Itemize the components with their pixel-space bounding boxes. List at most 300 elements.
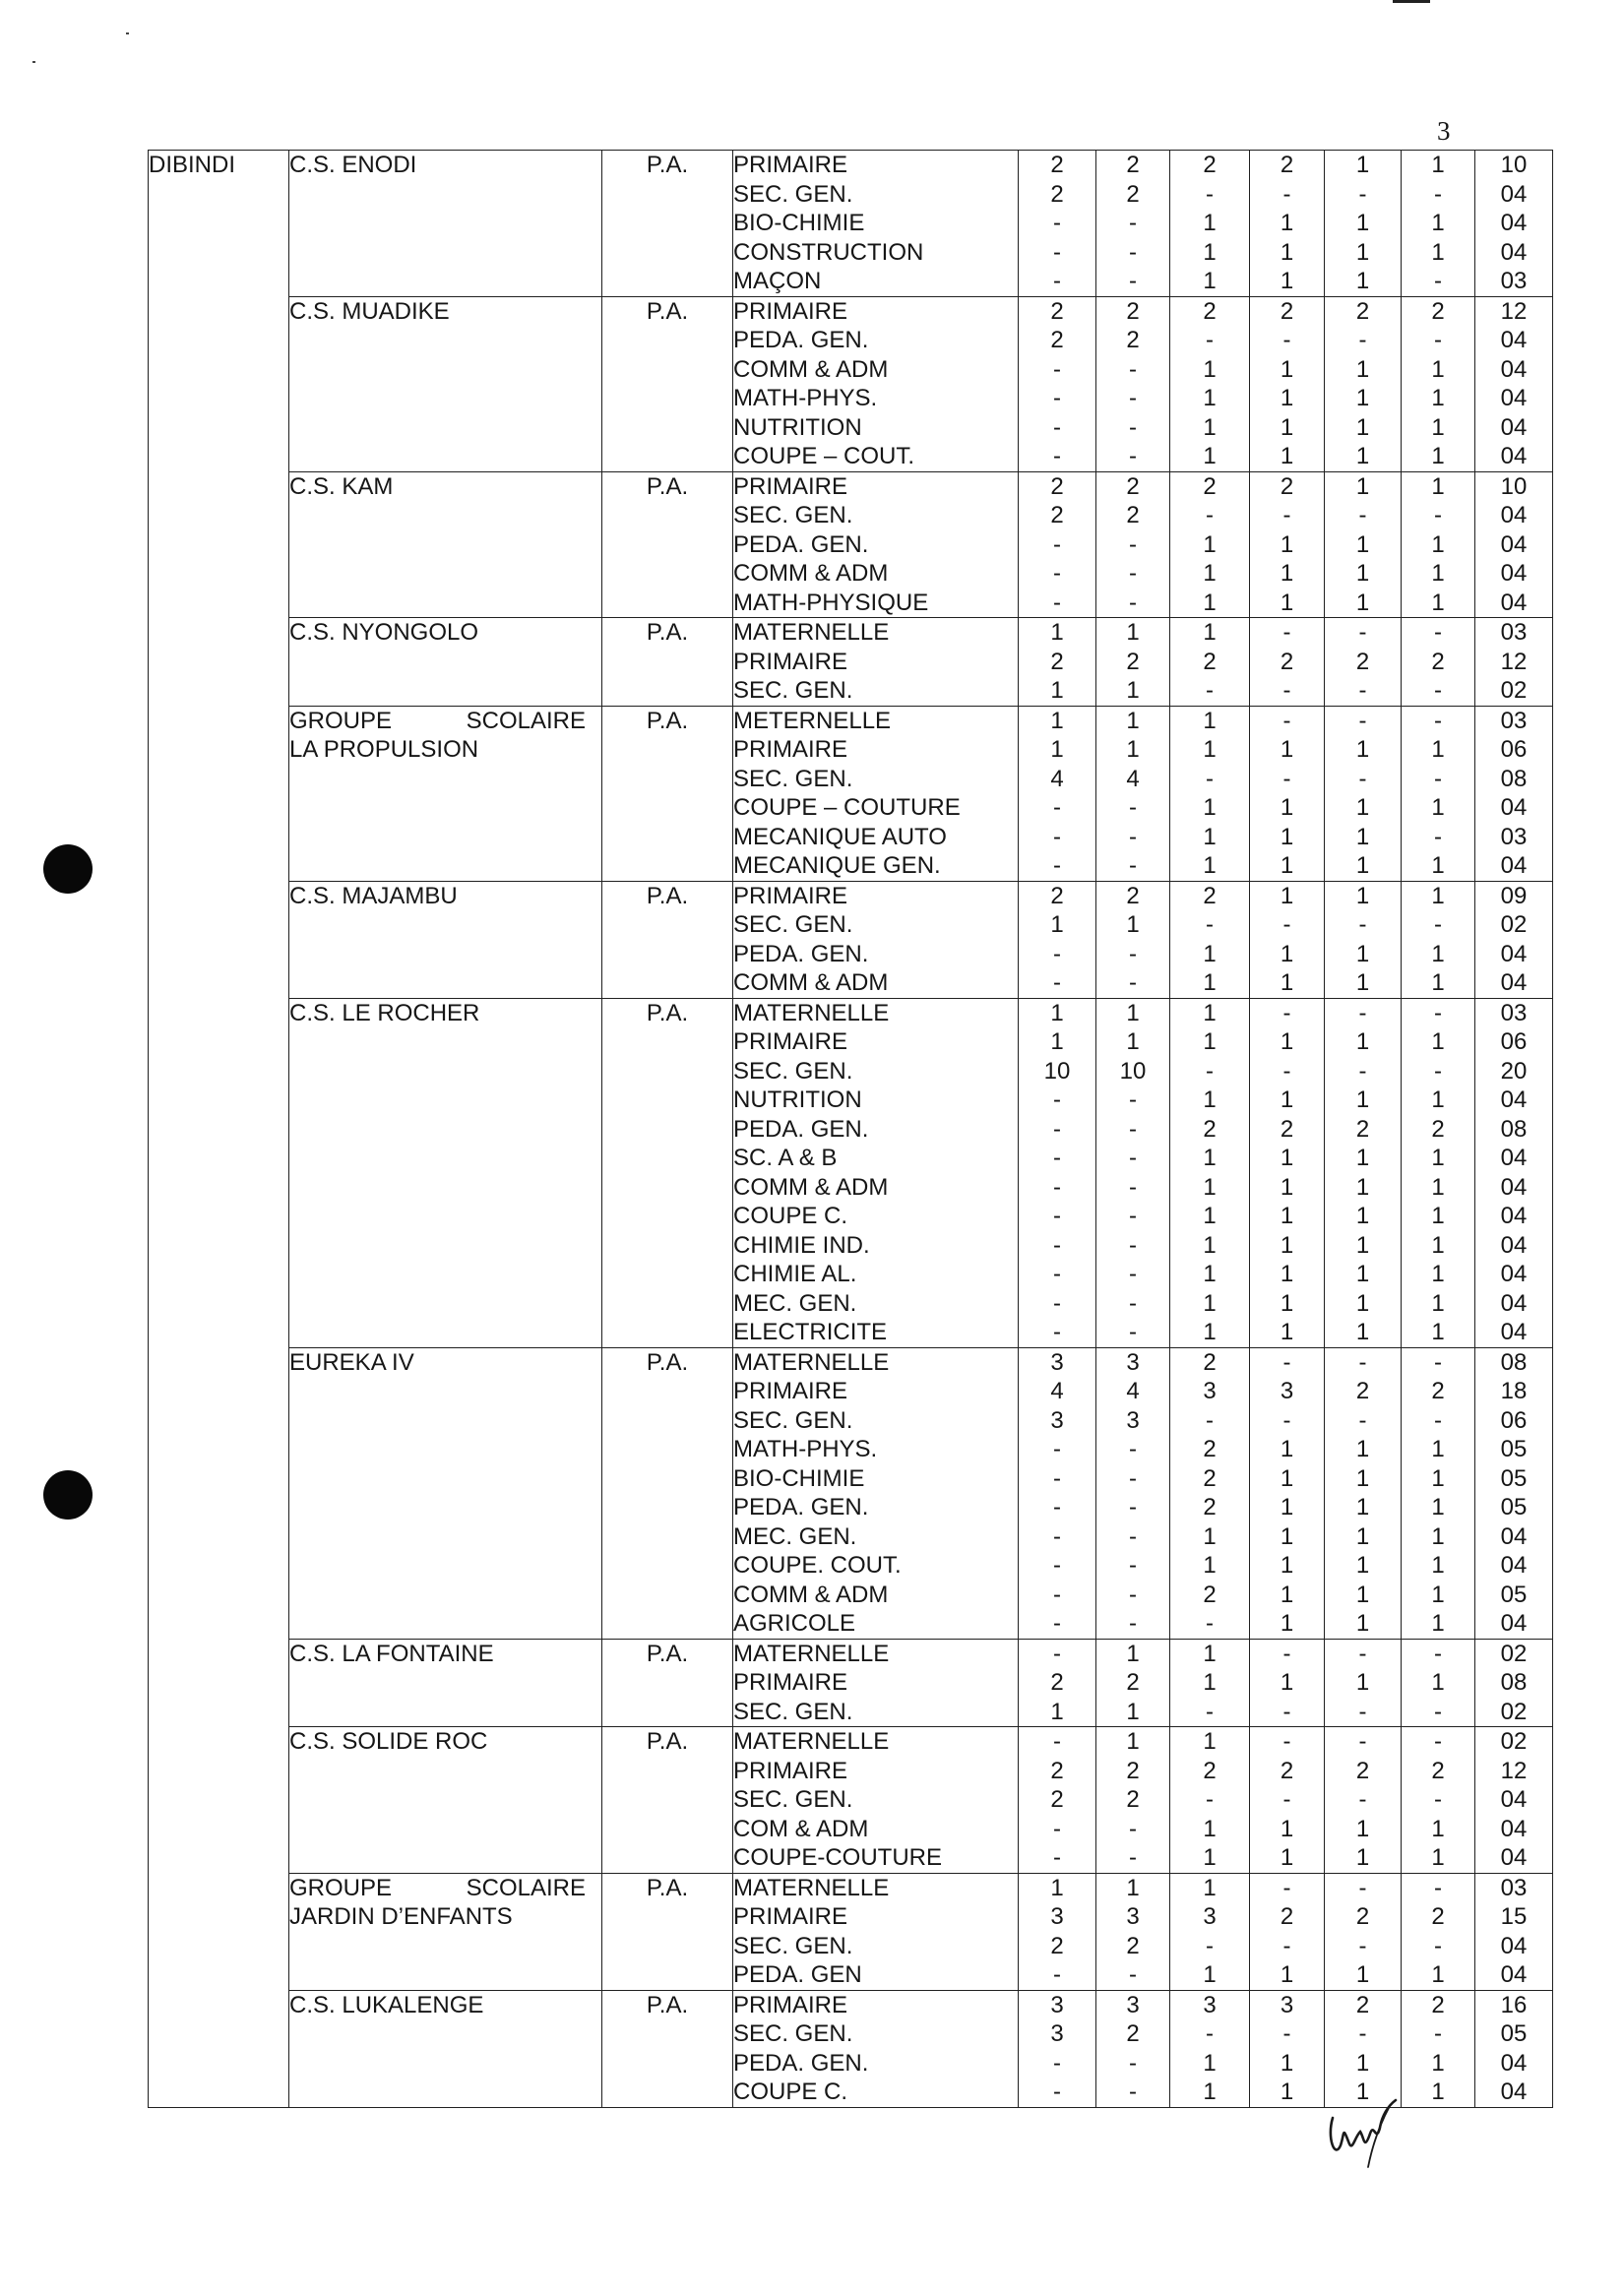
level-value: - bbox=[1053, 413, 1061, 441]
school-block bbox=[149, 1873, 1553, 1990]
level-value: 2 bbox=[1203, 1581, 1217, 1608]
level-value: 1 bbox=[1431, 1581, 1445, 1608]
level-value: 1 bbox=[1203, 1231, 1217, 1259]
section-name: COMM & ADM bbox=[733, 1173, 889, 1201]
sections-cell bbox=[733, 1873, 1019, 1990]
level-value: 1 bbox=[1203, 2079, 1217, 2105]
level-value: - bbox=[1206, 765, 1214, 792]
level-value: 10 bbox=[1043, 1057, 1071, 1085]
level-value: 1 bbox=[1126, 1728, 1140, 1755]
sections-cell bbox=[733, 296, 1019, 471]
section-name: PRIMAIRE bbox=[733, 882, 848, 909]
level-cell bbox=[1402, 1727, 1475, 1874]
total-value: 03 bbox=[1500, 268, 1528, 294]
level-value: - bbox=[1434, 911, 1442, 938]
level-value: - bbox=[1206, 180, 1214, 208]
level-value: - bbox=[1129, 560, 1137, 587]
level-value: 1 bbox=[1431, 385, 1445, 411]
level-cell bbox=[1402, 296, 1475, 471]
section-name: COM & ADM bbox=[733, 1815, 869, 1842]
page-number: 3 bbox=[1437, 116, 1451, 146]
level-value: - bbox=[1358, 1348, 1367, 1376]
level-cell bbox=[1402, 1873, 1475, 1990]
level-value: 1 bbox=[1431, 1961, 1445, 1988]
scan-edge-mark bbox=[1393, 0, 1430, 3]
level-value: 1 bbox=[1280, 882, 1294, 909]
level-value: - bbox=[1129, 1436, 1137, 1462]
level-value: - bbox=[1053, 969, 1061, 996]
school-name-word: SCOLAIRE bbox=[466, 707, 586, 734]
level-value: 1 bbox=[1431, 736, 1445, 763]
level-value: - bbox=[1053, 1581, 1061, 1608]
level-value: 1 bbox=[1050, 736, 1064, 763]
level-value: 1 bbox=[1431, 940, 1445, 967]
level-value: 1 bbox=[1203, 238, 1217, 266]
district-cell bbox=[149, 151, 289, 2108]
level-value: - bbox=[1282, 1932, 1291, 1959]
level-cell bbox=[1402, 1347, 1475, 1639]
level-value: - bbox=[1434, 268, 1442, 294]
level-value: - bbox=[1434, 1348, 1442, 1376]
level-value: 1 bbox=[1355, 1319, 1370, 1345]
school-block bbox=[149, 151, 1553, 297]
level-value: - bbox=[1282, 1786, 1291, 1813]
status-cell bbox=[602, 1990, 733, 2107]
level-value: - bbox=[1053, 1464, 1061, 1492]
total-cell bbox=[1475, 618, 1553, 707]
level-value: - bbox=[1358, 677, 1367, 704]
school-name-cell bbox=[289, 151, 602, 297]
level-value: 2 bbox=[1050, 1932, 1064, 1959]
section-name: MECANIQUE AUTO bbox=[733, 823, 947, 850]
total-value: 04 bbox=[1500, 1610, 1528, 1637]
level-value: - bbox=[1129, 2079, 1137, 2105]
level-value: 2 bbox=[1431, 1991, 1445, 2018]
level-value: - bbox=[1434, 619, 1442, 646]
level-value: 1 bbox=[1203, 1086, 1217, 1113]
level-cell bbox=[1096, 471, 1170, 618]
level-value: 2 bbox=[1431, 1757, 1445, 1784]
section-name: COUPE. COUT. bbox=[733, 1552, 902, 1579]
level-value: - bbox=[1129, 2049, 1137, 2077]
level-value: - bbox=[1053, 1145, 1061, 1171]
level-value: 2 bbox=[1050, 327, 1064, 353]
level-cell bbox=[1096, 296, 1170, 471]
level-value: - bbox=[1129, 1961, 1137, 1988]
level-value: - bbox=[1434, 327, 1442, 353]
section-name: SEC. GEN. bbox=[733, 1698, 853, 1725]
school-status: P.A. bbox=[646, 297, 689, 325]
level-value: 3 bbox=[1126, 1348, 1140, 1376]
level-value: 1 bbox=[1355, 1669, 1370, 1696]
level-value: - bbox=[1358, 765, 1367, 792]
school-block bbox=[149, 998, 1553, 1347]
level-value: - bbox=[1206, 1057, 1214, 1085]
level-value: 1 bbox=[1050, 911, 1064, 938]
sections-cell bbox=[733, 151, 1019, 297]
level-value: 1 bbox=[1431, 210, 1445, 236]
level-value: - bbox=[1053, 1261, 1061, 1287]
level-value: - bbox=[1129, 1464, 1137, 1492]
total-value: 08 bbox=[1500, 1115, 1528, 1143]
total-value: 06 bbox=[1500, 736, 1528, 763]
section-name: COUPE C. bbox=[733, 1203, 848, 1229]
level-value: 4 bbox=[1050, 765, 1064, 792]
total-value: 04 bbox=[1500, 940, 1528, 967]
level-cell bbox=[1250, 706, 1325, 881]
level-cell bbox=[1096, 998, 1170, 1347]
level-value: 2 bbox=[1355, 1378, 1370, 1404]
level-value: - bbox=[1358, 327, 1367, 353]
level-value: 2 bbox=[1050, 180, 1064, 208]
status-cell bbox=[602, 618, 733, 707]
level-cell bbox=[1402, 881, 1475, 998]
level-value: 1 bbox=[1355, 589, 1370, 616]
school-name-line: C.S. LE ROCHER bbox=[289, 999, 480, 1026]
level-cell bbox=[1170, 618, 1250, 707]
section-name: MEC. GEN. bbox=[733, 1522, 857, 1550]
level-value: - bbox=[1053, 443, 1061, 469]
level-value: 1 bbox=[1203, 413, 1217, 441]
level-value: 1 bbox=[1431, 1844, 1445, 1871]
level-value: 1 bbox=[1203, 1028, 1217, 1055]
level-cell bbox=[1250, 151, 1325, 297]
section-name: MATERNELLE bbox=[733, 1728, 890, 1755]
level-cell bbox=[1019, 1873, 1096, 1990]
status-cell bbox=[602, 706, 733, 881]
level-cell bbox=[1019, 296, 1096, 471]
total-value: 04 bbox=[1500, 1844, 1528, 1871]
level-value: 3 bbox=[1203, 1378, 1217, 1404]
section-name: COUPE-COUTURE bbox=[733, 1844, 943, 1871]
level-value: 1 bbox=[1431, 794, 1445, 821]
level-value: 2 bbox=[1280, 1757, 1294, 1784]
total-cell bbox=[1475, 1990, 1553, 2107]
level-value: 2 bbox=[1126, 648, 1140, 675]
school-block bbox=[149, 706, 1553, 881]
total-value: 15 bbox=[1500, 1903, 1528, 1930]
level-value: - bbox=[1434, 1406, 1442, 1434]
level-value: - bbox=[1129, 1610, 1137, 1637]
total-value: 04 bbox=[1500, 1815, 1528, 1842]
status-cell bbox=[602, 296, 733, 471]
total-value: 04 bbox=[1500, 852, 1528, 879]
level-value: 1 bbox=[1355, 385, 1370, 411]
section-name: PEDA. GEN. bbox=[733, 940, 869, 967]
total-value: 04 bbox=[1500, 589, 1528, 616]
level-value: 1 bbox=[1355, 2079, 1370, 2105]
school-name-line: C.S. LA FONTAINE bbox=[289, 1640, 494, 1667]
level-value: - bbox=[1129, 1494, 1137, 1520]
level-value: - bbox=[1434, 502, 1442, 528]
level-value: - bbox=[1053, 1640, 1061, 1667]
level-cell bbox=[1250, 1727, 1325, 1874]
level-value: 1 bbox=[1126, 999, 1140, 1026]
level-value: 1 bbox=[1126, 1874, 1140, 1901]
total-value: 04 bbox=[1500, 1173, 1528, 1201]
level-value: 2 bbox=[1050, 472, 1064, 500]
level-value: - bbox=[1434, 1057, 1442, 1085]
level-value: - bbox=[1434, 1786, 1442, 1813]
school-status: P.A. bbox=[646, 619, 689, 646]
section-name: NUTRITION bbox=[733, 1086, 862, 1113]
level-value: 1 bbox=[1431, 1494, 1445, 1520]
section-name: COMM & ADM bbox=[733, 1581, 889, 1608]
section-name: PEDA. GEN. bbox=[733, 1494, 869, 1520]
total-value: 03 bbox=[1500, 619, 1528, 646]
level-cell bbox=[1096, 1347, 1170, 1639]
total-cell bbox=[1475, 296, 1553, 471]
level-cell bbox=[1250, 1347, 1325, 1639]
level-cell bbox=[1170, 471, 1250, 618]
level-value: - bbox=[1129, 852, 1137, 879]
total-value: 20 bbox=[1500, 1057, 1528, 1085]
level-value: 2 bbox=[1431, 648, 1445, 675]
total-value: 04 bbox=[1500, 1203, 1528, 1229]
level-cell bbox=[1096, 1639, 1170, 1727]
level-cell bbox=[1325, 618, 1402, 707]
level-value: 1 bbox=[1431, 1464, 1445, 1492]
total-value: 10 bbox=[1500, 472, 1528, 500]
status-cell bbox=[602, 151, 733, 297]
section-name: COUPE C. bbox=[733, 2079, 848, 2105]
level-value: - bbox=[1282, 1698, 1291, 1725]
level-value: 1 bbox=[1355, 1203, 1370, 1229]
level-value: 1 bbox=[1280, 1086, 1294, 1113]
total-value: 06 bbox=[1500, 1406, 1528, 1434]
total-value: 04 bbox=[1500, 443, 1528, 469]
level-value: 1 bbox=[1280, 589, 1294, 616]
level-value: - bbox=[1358, 1640, 1367, 1667]
level-value: 2 bbox=[1126, 152, 1140, 178]
level-value: 1 bbox=[1203, 1145, 1217, 1171]
level-cell bbox=[1019, 151, 1096, 297]
total-value: 04 bbox=[1500, 327, 1528, 353]
level-cell bbox=[1250, 881, 1325, 998]
level-value: - bbox=[1053, 2049, 1061, 2077]
level-value: 3 bbox=[1050, 1991, 1064, 2018]
level-value: - bbox=[1282, 707, 1291, 734]
level-value: 1 bbox=[1203, 1640, 1217, 1667]
sections-cell bbox=[733, 1347, 1019, 1639]
level-value: 2 bbox=[1126, 297, 1140, 325]
level-value: - bbox=[1053, 1231, 1061, 1259]
level-value: - bbox=[1358, 1406, 1367, 1434]
school-name-word: GROUPE bbox=[289, 1874, 393, 1901]
level-value: 1 bbox=[1355, 1086, 1370, 1113]
level-value: - bbox=[1358, 502, 1367, 528]
sections-cell bbox=[733, 1639, 1019, 1727]
level-value: 2 bbox=[1431, 1903, 1445, 1930]
section-name: PEDA. GEN. bbox=[733, 530, 869, 558]
level-value: 1 bbox=[1203, 707, 1217, 734]
level-value: 1 bbox=[1355, 1522, 1370, 1550]
level-value: - bbox=[1282, 180, 1291, 208]
level-value: - bbox=[1129, 268, 1137, 294]
level-value: 2 bbox=[1126, 327, 1140, 353]
level-value: - bbox=[1053, 823, 1061, 850]
level-value: 1 bbox=[1280, 1669, 1294, 1696]
school-block bbox=[149, 1727, 1553, 1874]
total-value: 04 bbox=[1500, 1145, 1528, 1171]
level-value: 1 bbox=[1355, 1815, 1370, 1842]
school-block bbox=[149, 881, 1553, 998]
section-name: PRIMAIRE bbox=[733, 1757, 848, 1784]
level-value: 1 bbox=[1050, 1698, 1064, 1725]
section-name: CHIMIE IND. bbox=[733, 1231, 870, 1259]
section-name: PRIMAIRE bbox=[733, 648, 848, 675]
level-value: 2 bbox=[1203, 1115, 1217, 1143]
level-value: 1 bbox=[1280, 852, 1294, 879]
level-value: 2 bbox=[1126, 472, 1140, 500]
level-value: - bbox=[1129, 385, 1137, 411]
level-value: 2 bbox=[1203, 1436, 1217, 1462]
level-value: - bbox=[1282, 1057, 1291, 1085]
school-name-cell bbox=[289, 618, 602, 707]
level-value: 2 bbox=[1050, 297, 1064, 325]
school-block bbox=[149, 1639, 1553, 1727]
total-value: 04 bbox=[1500, 210, 1528, 236]
level-value: 1 bbox=[1355, 736, 1370, 763]
level-cell bbox=[1019, 1347, 1096, 1639]
section-name: SEC. GEN. bbox=[733, 2020, 853, 2047]
school-block bbox=[149, 1990, 1553, 2107]
level-value: - bbox=[1053, 1552, 1061, 1579]
total-value: 02 bbox=[1500, 1728, 1528, 1755]
level-value: 1 bbox=[1203, 1961, 1217, 1988]
level-value: - bbox=[1053, 1173, 1061, 1201]
level-value: 1 bbox=[1280, 1436, 1294, 1462]
level-value: 1 bbox=[1126, 677, 1140, 704]
level-value: 2 bbox=[1280, 648, 1294, 675]
section-name: SEC. GEN. bbox=[733, 1932, 853, 1959]
level-value: 2 bbox=[1203, 1757, 1217, 1784]
total-value: 03 bbox=[1500, 823, 1528, 850]
level-value: 3 bbox=[1280, 1991, 1294, 2018]
total-value: 04 bbox=[1500, 1522, 1528, 1550]
level-value: 2 bbox=[1203, 1348, 1217, 1376]
level-cell bbox=[1250, 471, 1325, 618]
level-value: 1 bbox=[1431, 1436, 1445, 1462]
level-value: 1 bbox=[1280, 1028, 1294, 1055]
school-block bbox=[149, 618, 1553, 707]
level-value: 1 bbox=[1203, 589, 1217, 616]
level-cell bbox=[1096, 706, 1170, 881]
level-value: 1 bbox=[1203, 1319, 1217, 1345]
level-value: 2 bbox=[1126, 502, 1140, 528]
total-value: 09 bbox=[1500, 882, 1528, 909]
level-value: 1 bbox=[1280, 1319, 1294, 1345]
level-value: 2 bbox=[1280, 297, 1294, 325]
level-value: 1 bbox=[1203, 736, 1217, 763]
level-value: 2 bbox=[1126, 1932, 1140, 1959]
level-cell bbox=[1019, 1990, 1096, 2107]
level-value: 1 bbox=[1431, 443, 1445, 469]
level-value: 3 bbox=[1050, 1406, 1064, 1434]
level-cell bbox=[1325, 1347, 1402, 1639]
level-value: - bbox=[1129, 413, 1137, 441]
level-value: 1 bbox=[1050, 1874, 1064, 1901]
level-value: 1 bbox=[1355, 882, 1370, 909]
level-value: - bbox=[1129, 530, 1137, 558]
level-cell bbox=[1402, 471, 1475, 618]
school-status: P.A. bbox=[646, 999, 689, 1026]
level-value: - bbox=[1129, 1289, 1137, 1317]
level-value: 1 bbox=[1280, 1145, 1294, 1171]
total-cell bbox=[1475, 706, 1553, 881]
level-value: 2 bbox=[1126, 1669, 1140, 1696]
level-value: - bbox=[1129, 794, 1137, 821]
level-value: 1 bbox=[1355, 413, 1370, 441]
level-value: - bbox=[1053, 210, 1061, 236]
signature-mark bbox=[1319, 2098, 1407, 2177]
school-status: P.A. bbox=[646, 152, 689, 178]
level-value: 1 bbox=[1126, 619, 1140, 646]
total-value: 03 bbox=[1500, 999, 1528, 1026]
total-value: 04 bbox=[1500, 355, 1528, 383]
level-cell bbox=[1019, 706, 1096, 881]
level-value: - bbox=[1206, 677, 1214, 704]
section-name: ELECTRICITE bbox=[733, 1319, 888, 1345]
level-value: - bbox=[1053, 794, 1061, 821]
level-value: 1 bbox=[1280, 1173, 1294, 1201]
level-value: 1 bbox=[1355, 1028, 1370, 1055]
level-value: 1 bbox=[1280, 355, 1294, 383]
level-value: - bbox=[1358, 2020, 1367, 2047]
section-name: COMM & ADM bbox=[733, 560, 889, 587]
level-value: 1 bbox=[1355, 1961, 1370, 1988]
school-name-cell bbox=[289, 296, 602, 471]
school-status: P.A. bbox=[646, 1874, 689, 1901]
level-value: 1 bbox=[1280, 1961, 1294, 1988]
total-value: 02 bbox=[1500, 1640, 1528, 1667]
level-value: 1 bbox=[1355, 1552, 1370, 1579]
level-cell bbox=[1170, 1347, 1250, 1639]
level-value: 1 bbox=[1203, 1815, 1217, 1842]
total-value: 04 bbox=[1500, 1231, 1528, 1259]
level-value: 1 bbox=[1431, 1289, 1445, 1317]
level-cell bbox=[1325, 1727, 1402, 1874]
status-cell bbox=[602, 1639, 733, 1727]
total-value: 04 bbox=[1500, 2079, 1528, 2105]
total-cell bbox=[1475, 1347, 1553, 1639]
level-value: - bbox=[1282, 1348, 1291, 1376]
level-value: 3 bbox=[1126, 1406, 1140, 1434]
section-name: SEC. GEN. bbox=[733, 180, 853, 208]
total-value: 04 bbox=[1500, 530, 1528, 558]
level-value: - bbox=[1129, 210, 1137, 236]
section-name: CHIMIE AL. bbox=[733, 1261, 857, 1287]
section-name: PRIMAIRE bbox=[733, 152, 848, 178]
level-value: - bbox=[1053, 385, 1061, 411]
level-value: 1 bbox=[1355, 1261, 1370, 1287]
section-name: SEC. GEN. bbox=[733, 765, 853, 792]
level-value: 1 bbox=[1280, 268, 1294, 294]
school-name-cell bbox=[289, 998, 602, 1347]
level-value: 1 bbox=[1280, 1815, 1294, 1842]
level-value: 1 bbox=[1203, 355, 1217, 383]
sections-cell bbox=[733, 471, 1019, 618]
level-value: - bbox=[1053, 530, 1061, 558]
level-value: 1 bbox=[1126, 1698, 1140, 1725]
level-value: 1 bbox=[1050, 677, 1064, 704]
total-value: 10 bbox=[1500, 152, 1528, 178]
section-name: PEDA. GEN bbox=[733, 1961, 862, 1988]
level-value: - bbox=[1053, 1728, 1061, 1755]
level-value: 1 bbox=[1280, 210, 1294, 236]
level-value: 4 bbox=[1050, 1378, 1064, 1404]
level-value: - bbox=[1129, 1581, 1137, 1608]
